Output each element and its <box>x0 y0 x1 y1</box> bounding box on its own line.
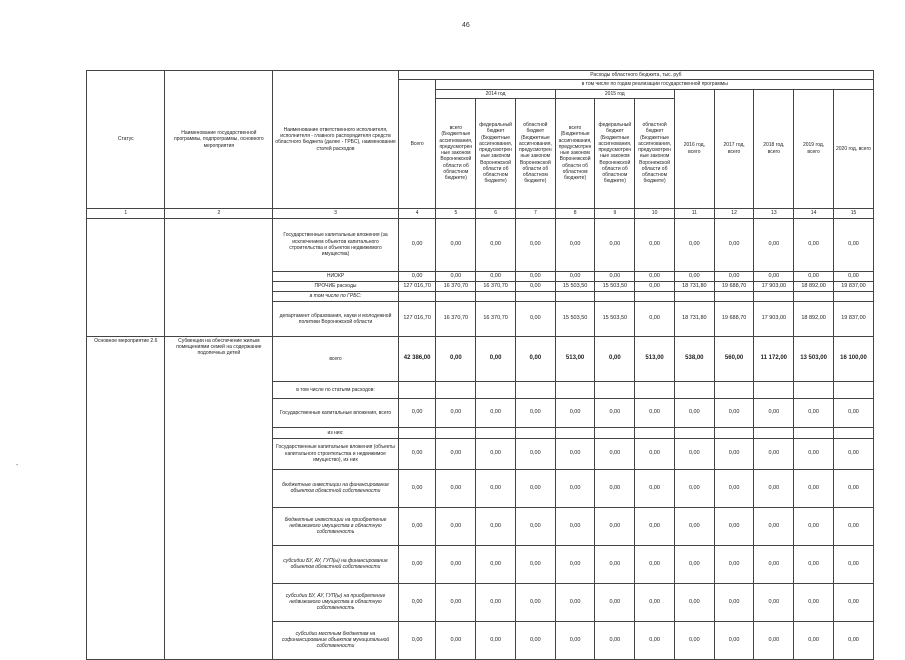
value-cell: 0,00 <box>754 398 794 427</box>
value-cell: 15 503,50 <box>555 301 595 336</box>
value-cell: 0,00 <box>794 438 834 469</box>
value-cell: 0,00 <box>754 621 794 659</box>
value-cell: 0,00 <box>476 218 516 271</box>
value-cell: 0,00 <box>714 218 754 271</box>
value-cell: 0,00 <box>476 621 516 659</box>
value-cell: 16 370,70 <box>476 301 516 336</box>
value-cell: 513,00 <box>555 336 595 381</box>
value-cell: 0,00 <box>398 271 436 281</box>
empty-cell <box>476 427 516 438</box>
value-cell: 0,00 <box>754 583 794 621</box>
header-col8: всего (Бюджетные ассигнования, предусмотренные законом Воронежской области об областном бюджете) <box>555 98 595 208</box>
empty-cell <box>794 427 834 438</box>
value-cell: 0,00 <box>635 271 675 281</box>
value-cell: 0,00 <box>754 438 794 469</box>
value-cell: 0,00 <box>476 545 516 583</box>
value-cell: 0,00 <box>833 398 873 427</box>
value-cell: 0,00 <box>555 621 595 659</box>
col-number: 9 <box>595 208 635 218</box>
value-cell: 0,00 <box>555 583 595 621</box>
value-cell: 0,00 <box>833 218 873 271</box>
value-cell: 0,00 <box>476 336 516 381</box>
value-cell: 0,00 <box>714 545 754 583</box>
value-cell: 19 837,00 <box>833 301 873 336</box>
empty-cell <box>398 291 436 301</box>
value-cell: 16 370,70 <box>436 301 476 336</box>
value-cell: 0,00 <box>555 469 595 507</box>
value-cell: 0,00 <box>674 583 714 621</box>
value-cell: 0,00 <box>515 438 555 469</box>
header-col11: 2016 год, всего <box>674 89 714 208</box>
value-cell: 0,00 <box>794 398 834 427</box>
empty-cell <box>833 427 873 438</box>
value-cell: 0,00 <box>515 469 555 507</box>
empty-cell <box>555 291 595 301</box>
value-cell: 0,00 <box>398 218 436 271</box>
value-cell: 0,00 <box>754 218 794 271</box>
value-cell: 19 688,70 <box>714 281 754 291</box>
value-cell: 0,00 <box>595 218 635 271</box>
value-cell: 0,00 <box>515 271 555 281</box>
value-cell: 0,00 <box>674 398 714 427</box>
value-cell: 0,00 <box>515 281 555 291</box>
col-number: 3 <box>273 208 399 218</box>
value-cell: 0,00 <box>714 507 754 545</box>
value-cell: 0,00 <box>436 545 476 583</box>
col-number: 6 <box>476 208 516 218</box>
header-col12: 2017 год, всего <box>714 89 754 208</box>
value-cell: 0,00 <box>555 218 595 271</box>
value-cell: 0,00 <box>635 621 675 659</box>
value-cell: 0,00 <box>398 438 436 469</box>
empty-cell <box>674 427 714 438</box>
value-cell: 127 016,70 <box>398 301 436 336</box>
value-cell: 0,00 <box>794 621 834 659</box>
status-cell: Основное мероприятие 2.6 <box>87 336 165 659</box>
header-col15: 2020 год, всего <box>833 89 873 208</box>
col-number: 13 <box>754 208 794 218</box>
row-label: ПРОЧИЕ расходы <box>273 281 399 291</box>
empty-cell <box>635 427 675 438</box>
value-cell: 0,00 <box>476 271 516 281</box>
header-col10: областной бюджет (Бюджетные ассигнования, предусмотренные законом Воронежской области об областном бюджете) <box>635 98 675 208</box>
value-cell: 0,00 <box>635 398 675 427</box>
col-number: 15 <box>833 208 873 218</box>
value-cell: 513,00 <box>635 336 675 381</box>
col-number: 8 <box>555 208 595 218</box>
header-year-2015: 2015 год <box>555 89 674 98</box>
value-cell: 0,00 <box>398 621 436 659</box>
value-cell: 0,00 <box>595 438 635 469</box>
row-label: Государственные капитальные вложения, всего <box>273 398 399 427</box>
value-cell: 0,00 <box>674 507 714 545</box>
value-cell: 0,00 <box>515 398 555 427</box>
row-label: субсидии местным бюджетам на софинансирование объектов муниципальной собственности <box>273 621 399 659</box>
value-cell: 0,00 <box>595 583 635 621</box>
value-cell: 0,00 <box>635 438 675 469</box>
value-cell: 0,00 <box>398 583 436 621</box>
value-cell: 0,00 <box>635 281 675 291</box>
value-cell: 0,00 <box>754 545 794 583</box>
value-cell: 0,00 <box>436 398 476 427</box>
header-col14: 2019 год, всего <box>794 89 834 208</box>
value-cell: 13 503,00 <box>794 336 834 381</box>
row-label: Государственные капитальные вложения (за исключением объектов капитального строительства и объектов недвижимого имущества) <box>273 218 399 271</box>
row-label: департамент образования, науки и молодежной политики Воронежской области <box>273 301 399 336</box>
value-cell: 16 100,00 <box>833 336 873 381</box>
header-col9: федеральный бюджет (Бюджетные ассигнования, предусмотренные законом Воронежской области об областном бюджете) <box>595 98 635 208</box>
value-cell: 0,00 <box>674 271 714 281</box>
value-cell: 0,00 <box>833 271 873 281</box>
header-program-name: Наименование государственной программы, подпрограммы, основного мероприятия <box>165 71 273 209</box>
value-cell: 0,00 <box>555 398 595 427</box>
value-cell: 0,00 <box>754 507 794 545</box>
value-cell: 15 503,50 <box>595 281 635 291</box>
empty-cell <box>635 291 675 301</box>
value-cell: 0,00 <box>436 469 476 507</box>
value-cell: 0,00 <box>476 583 516 621</box>
value-cell: 0,00 <box>833 469 873 507</box>
empty-cell <box>436 427 476 438</box>
value-cell: 0,00 <box>595 545 635 583</box>
header-col5: всего (Бюджетные ассигнования, предусмотренные законом Воронежской области об областном бюджете) <box>436 98 476 208</box>
empty-cell <box>555 381 595 398</box>
value-cell: 0,00 <box>476 398 516 427</box>
value-cell: 0,00 <box>398 545 436 583</box>
empty-cell <box>794 291 834 301</box>
empty-cell <box>515 291 555 301</box>
value-cell: 0,00 <box>714 438 754 469</box>
value-cell: 538,00 <box>674 336 714 381</box>
budget-table <box>86 70 874 660</box>
value-cell: 0,00 <box>833 583 873 621</box>
value-cell: 0,00 <box>674 621 714 659</box>
value-cell: 0,00 <box>754 469 794 507</box>
header-executor: Наименование ответственного исполнителя, исполнителя - главного распорядителя средств областного бюджета (далее - ГРБС), наименование статей расходов <box>273 71 399 209</box>
empty-cell <box>398 427 436 438</box>
row-label: субсидии БУ, АУ, ГУП(ы) на финансирование объектов областной собственности <box>273 545 399 583</box>
value-cell: 127 016,70 <box>398 281 436 291</box>
value-cell: 15 503,50 <box>595 301 635 336</box>
empty-cell <box>595 291 635 301</box>
page-number: 46 <box>462 22 470 29</box>
value-cell: 0,00 <box>635 507 675 545</box>
empty-cell <box>794 381 834 398</box>
value-cell: 0,00 <box>436 271 476 281</box>
value-cell: 0,00 <box>398 469 436 507</box>
value-cell: 0,00 <box>476 507 516 545</box>
value-cell: 0,00 <box>674 469 714 507</box>
empty-cell <box>674 381 714 398</box>
value-cell: 0,00 <box>436 336 476 381</box>
value-cell: 0,00 <box>635 469 675 507</box>
value-cell: 0,00 <box>833 621 873 659</box>
value-cell: 0,00 <box>515 583 555 621</box>
value-cell: 16 370,70 <box>436 281 476 291</box>
empty-cell <box>436 291 476 301</box>
empty-cell <box>515 381 555 398</box>
status-cell-empty <box>87 218 165 336</box>
table-row <box>87 218 874 271</box>
value-cell: 0,00 <box>476 469 516 507</box>
value-cell: 17 903,00 <box>754 301 794 336</box>
value-cell: 0,00 <box>714 271 754 281</box>
value-cell: 17 903,00 <box>754 281 794 291</box>
value-cell: 0,00 <box>833 507 873 545</box>
value-cell: 19 688,70 <box>714 301 754 336</box>
value-cell: 11 172,00 <box>754 336 794 381</box>
margin-mark: - <box>16 462 19 469</box>
header-col7: областной бюджет (Бюджетные ассигнования, предусмотренные законом Воронежской области об областном бюджете) <box>515 98 555 208</box>
value-cell: 0,00 <box>436 218 476 271</box>
value-cell: 0,00 <box>714 583 754 621</box>
table-row <box>87 336 874 381</box>
row-label: из них: <box>273 427 399 438</box>
value-cell: 0,00 <box>714 398 754 427</box>
value-cell: 0,00 <box>674 218 714 271</box>
empty-cell <box>754 427 794 438</box>
row-label: бюджетные инвестиции на приобретение недвижимого имущества в областную собственность <box>273 507 399 545</box>
value-cell: 0,00 <box>674 545 714 583</box>
value-cell: 0,00 <box>595 398 635 427</box>
empty-cell <box>476 291 516 301</box>
value-cell: 0,00 <box>436 438 476 469</box>
header-year-2014: 2014 год <box>436 89 555 98</box>
value-cell: 0,00 <box>595 621 635 659</box>
col-number: 5 <box>436 208 476 218</box>
empty-cell <box>398 381 436 398</box>
empty-cell <box>555 427 595 438</box>
empty-cell <box>754 291 794 301</box>
value-cell: 0,00 <box>515 545 555 583</box>
empty-cell <box>595 381 635 398</box>
col-number: 2 <box>165 208 273 218</box>
value-cell: 0,00 <box>515 507 555 545</box>
row-label: в том числе по статьям расходов: <box>273 381 399 398</box>
value-cell: 0,00 <box>635 583 675 621</box>
value-cell: 560,00 <box>714 336 754 381</box>
empty-cell <box>714 381 754 398</box>
value-cell: 0,00 <box>436 583 476 621</box>
col-number: 4 <box>398 208 436 218</box>
value-cell: 0,00 <box>595 271 635 281</box>
program-cell-empty <box>165 218 273 336</box>
value-cell: 0,00 <box>398 507 436 545</box>
empty-cell <box>833 381 873 398</box>
value-cell: 0,00 <box>833 545 873 583</box>
col-number: 12 <box>714 208 754 218</box>
row-label: субсидии БУ, АУ, ГУП(ы) на приобретение недвижимого имущества в областную собственность <box>273 583 399 621</box>
value-cell: 0,00 <box>555 438 595 469</box>
value-cell: 0,00 <box>794 507 834 545</box>
empty-cell <box>635 381 675 398</box>
header-status: Статус <box>87 71 165 209</box>
empty-cell <box>714 291 754 301</box>
value-cell: 0,00 <box>436 621 476 659</box>
empty-cell <box>515 427 555 438</box>
value-cell: 0,00 <box>794 545 834 583</box>
header-col6: федеральный бюджет (Бюджетные ассигнования, предусмотренные законом Воронежской области об областном бюджете) <box>476 98 516 208</box>
row-label: всего <box>273 336 399 381</box>
value-cell: 15 503,50 <box>555 281 595 291</box>
value-cell: 18 731,80 <box>674 301 714 336</box>
col-number: 11 <box>674 208 714 218</box>
value-cell: 0,00 <box>714 469 754 507</box>
value-cell: 0,00 <box>595 336 635 381</box>
value-cell: 0,00 <box>476 438 516 469</box>
value-cell: 0,00 <box>515 301 555 336</box>
value-cell: 0,00 <box>515 218 555 271</box>
value-cell: 18 892,00 <box>794 301 834 336</box>
col-number: 7 <box>515 208 555 218</box>
value-cell: 0,00 <box>794 271 834 281</box>
header-total: Всего <box>398 80 436 209</box>
empty-cell <box>476 381 516 398</box>
value-cell: 0,00 <box>595 507 635 545</box>
value-cell: 0,00 <box>754 271 794 281</box>
value-cell: 0,00 <box>515 336 555 381</box>
value-cell: 0,00 <box>635 218 675 271</box>
empty-cell <box>674 291 714 301</box>
col-number: 10 <box>635 208 675 218</box>
header-expenses-title: Расходы областного бюджета, тыс. руб <box>398 71 873 80</box>
value-cell: 0,00 <box>714 621 754 659</box>
value-cell: 42 386,00 <box>398 336 436 381</box>
value-cell: 0,00 <box>595 469 635 507</box>
value-cell: 0,00 <box>794 469 834 507</box>
value-cell: 0,00 <box>794 218 834 271</box>
value-cell: 0,00 <box>436 507 476 545</box>
value-cell: 0,00 <box>398 398 436 427</box>
value-cell: 0,00 <box>515 621 555 659</box>
header-col13: 2018 год, всего <box>754 89 794 208</box>
value-cell: 0,00 <box>555 545 595 583</box>
value-cell: 0,00 <box>794 583 834 621</box>
empty-cell <box>436 381 476 398</box>
value-cell: 0,00 <box>833 438 873 469</box>
empty-cell <box>833 291 873 301</box>
empty-cell <box>714 427 754 438</box>
value-cell: 0,00 <box>555 507 595 545</box>
column-numbers-row <box>87 208 874 218</box>
header-by-year: в том числе по годам реализации государственной программы <box>436 80 874 89</box>
value-cell: 0,00 <box>635 301 675 336</box>
col-number: 1 <box>87 208 165 218</box>
value-cell: 18 892,00 <box>794 281 834 291</box>
value-cell: 16 370,70 <box>476 281 516 291</box>
col-number: 14 <box>794 208 834 218</box>
row-label: бюджетные инвестиции на финансирование объектов областной собственности <box>273 469 399 507</box>
empty-cell <box>595 427 635 438</box>
row-label: НИОКР <box>273 271 399 281</box>
value-cell: 0,00 <box>635 545 675 583</box>
value-cell: 18 731,80 <box>674 281 714 291</box>
row-label: в том числе по ГРБС: <box>273 291 399 301</box>
row-label: Государственные капитальные вложения (объекты капитального строительства и недвижимое имущество), из них <box>273 438 399 469</box>
empty-cell <box>754 381 794 398</box>
value-cell: 19 837,00 <box>833 281 873 291</box>
value-cell: 0,00 <box>555 271 595 281</box>
value-cell: 0,00 <box>674 438 714 469</box>
program-cell: Субвенции на обеспечение жилым помещениями семей на содержание подопечных детей <box>165 336 273 659</box>
